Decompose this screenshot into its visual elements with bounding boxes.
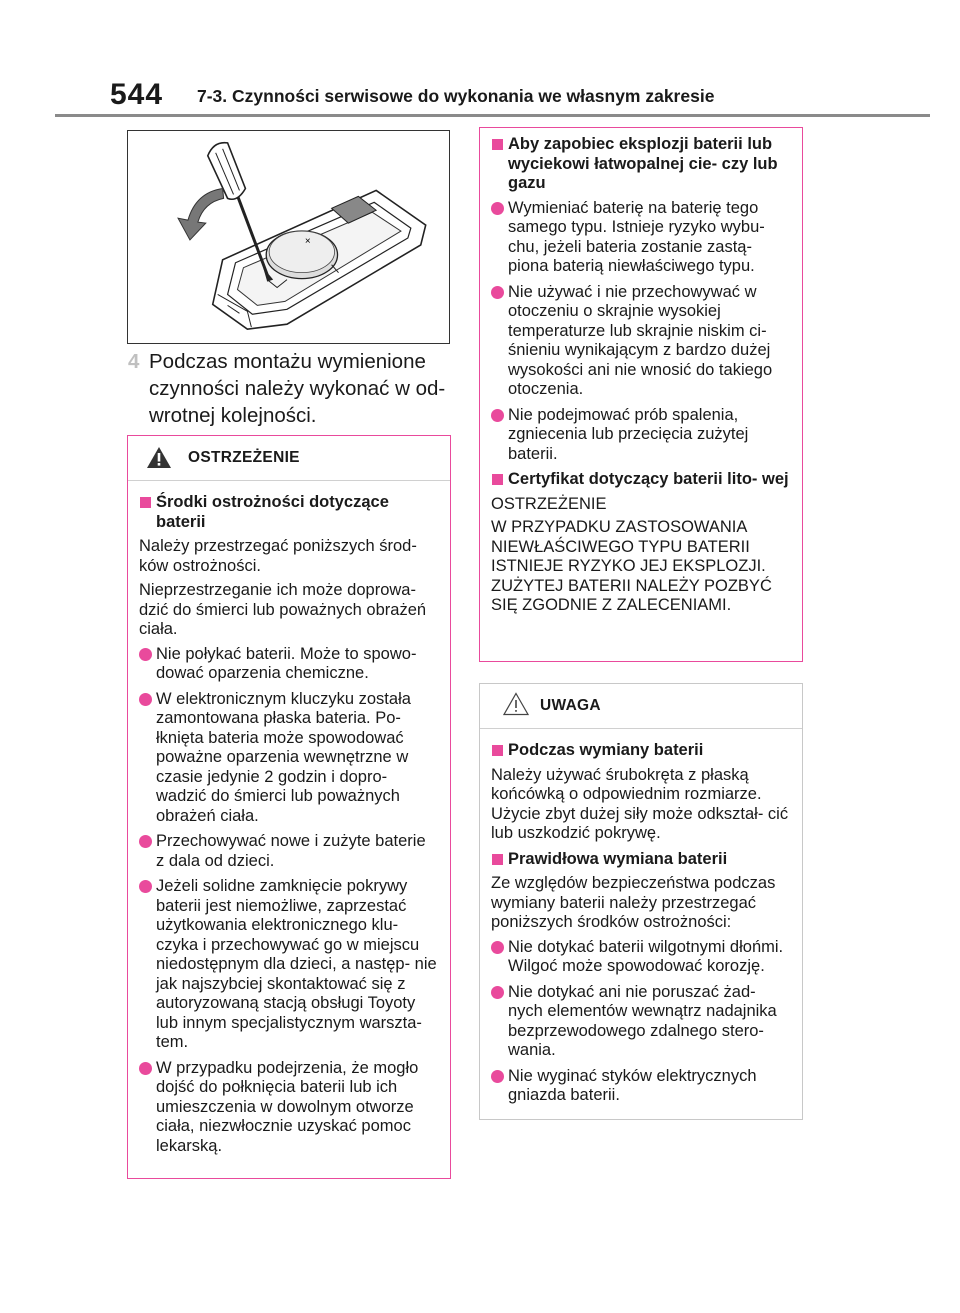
bullet-icon	[491, 1070, 504, 1083]
warning-box-continued	[479, 127, 803, 662]
paragraph: Należy używać śrubokręta z płaską końcówką o odpowiednim rozmiarze. Użycie zbyt dużej siły może odkształ- cić lub uszkodzić pokrywę.	[491, 765, 789, 842]
warning-body	[480, 128, 802, 616]
page-number: 544	[110, 78, 164, 111]
caution-triangle-icon	[503, 692, 529, 716]
bullet-text: Przechowywać nowe i zużyte baterie z dala od dzieci.	[156, 832, 426, 870]
bullet-item	[491, 938, 790, 977]
bullet-icon	[139, 835, 152, 848]
page-header	[0, 0, 960, 120]
section-heading: Certyfikat dotyczący baterii lito- wej	[491, 470, 790, 490]
svg-text:×: ×	[304, 235, 311, 247]
paragraph: Należy przestrzegać poniższych środ- ków ostrożności.	[139, 537, 417, 575]
key-battery-illustration	[127, 130, 450, 344]
bullet-text: Nie wyginać styków elektrycznych gniazda baterii.	[508, 1066, 757, 1104]
section-heading: Prawidłowa wymiana baterii	[491, 850, 790, 870]
note-body	[480, 729, 802, 1106]
certificate-line: ZUŻYTEJ BATERII NALEŻY POZBYĆ	[491, 576, 772, 595]
warning-triangle-icon	[146, 446, 172, 469]
bullet-item	[491, 199, 790, 277]
bullet-text: Jeżeli solidne zamknięcie pokrywy baterii jest niemożliwe, zaprzestać użytkowania elektronicznego klu- czyka i przechowywać go w miejscu niedostępnym dla dzieci, a następ- nie jak najszybciej skontaktować się z autoryzowaną stacją obsługi Toyoty lub innym specjalistycznym warszta- tem.	[156, 877, 437, 1051]
bullet-item	[139, 877, 438, 1053]
chapter-title: 7-3. Czynności serwisowe do wykonania we własnym zakresie	[197, 86, 715, 106]
warning-header	[128, 436, 450, 481]
screwdriver-battery-cover-illustration-icon	[128, 131, 449, 343]
certificate-line: OSTRZEŻENIE	[491, 494, 607, 513]
paragraph: Nieprzestrzeganie ich może doprowa- dzić do śmierci lub poważnych obrażeń ciała.	[139, 581, 427, 638]
note-title: UWAGA	[540, 697, 601, 714]
warning-title: OSTRZEŻENIE	[188, 449, 300, 466]
section-heading: Środki ostrożności dotyczące baterii	[139, 493, 438, 532]
bullet-icon	[491, 202, 504, 215]
note-header	[480, 684, 802, 729]
bullet-icon	[139, 1062, 152, 1075]
bullet-text: W przypadku podejrzenia, że mogło dojść do połknięcia baterii lub ich umieszczenia w dowolnym otworze ciała, niezwłocznie uzyskać pomoc lekarską.	[156, 1058, 419, 1155]
bullet-item	[139, 690, 438, 827]
step-4	[128, 348, 458, 429]
header-rule	[55, 114, 930, 117]
bullet-text: Nie dotykać baterii wilgotnymi dłońmi. Wilgoć może spowodować korozję.	[508, 937, 784, 975]
bullet-item	[491, 283, 790, 400]
bullet-text: Wymieniać baterię na baterię tego samego typu. Istnieje ryzyko wybu- chu, jeżeli bateria zostanie zastą- piona baterią niewłaściwego typu.	[508, 198, 765, 275]
warning-body	[128, 481, 450, 1156]
certificate-line: ISTNIEJE RYZYKO JEJ EKSPLOZJI.	[491, 557, 766, 575]
step-number: 4	[128, 350, 140, 373]
bullet-icon	[139, 648, 152, 661]
bullet-icon	[491, 409, 504, 422]
certificate-line: W PRZYPADKU ZASTOSOWANIA	[491, 518, 748, 536]
bullet-icon	[139, 880, 152, 893]
warning-box	[127, 435, 451, 1179]
section-heading: Aby zapobiec eksplozji baterii lub wyciekowi łatwopalnej cie- czy lub gazu	[491, 135, 790, 194]
bullet-text: Nie połykać baterii. Może to spowo- dować oparzenia chemiczne.	[156, 644, 417, 682]
bullet-icon	[491, 286, 504, 299]
bullet-item	[491, 1067, 790, 1106]
bullet-item	[491, 983, 790, 1061]
certificate-line: NIEWŁAŚCIWEGO TYPU BATERII	[491, 537, 750, 556]
bullet-item	[139, 1059, 438, 1157]
bullet-icon	[139, 693, 152, 706]
note-box	[479, 683, 803, 1120]
bullet-item	[491, 406, 790, 465]
certificate-line: SIĘ ZGODNIE Z ZALECENIAMI.	[491, 596, 732, 614]
bullet-item	[139, 645, 438, 684]
paragraph: Ze względów bezpieczeństwa podczas wymiany baterii należy przestrzegać poniższych środków ostrożności:	[491, 874, 776, 931]
bullet-icon	[491, 941, 504, 954]
step-text: Podczas montażu wymienione czynności należy wykonać w od- wrotnej kolejności.	[149, 350, 446, 427]
bullet-text: Nie podejmować prób spalenia, zgniecenia lub przecięcia zużytej baterii.	[508, 405, 749, 463]
bullet-text: Nie dotykać ani nie poruszać żad- nych elementów wewnątrz nadajnika bezprzewodowego zdalnego stero- wania.	[508, 982, 777, 1059]
bullet-text: Nie używać i nie przechowywać w otoczeniu o skrajnie wysokiej temperaturze lub skrajnie niskim ci- śnieniu wynikającym z bardzo dużej wysokości ani nie wnosić do takiego otoczenia.	[508, 282, 773, 398]
bullet-item	[139, 832, 438, 871]
bullet-text: W elektronicznym kluczyku została zamontowana płaska bateria. Po- łknięta bateria może spowodować poważne oparzenia wewnętrzne w czasie jedynie 2 godzin i dopro- wadzić do śmierci lub poważnych obrażeń ciała.	[156, 689, 411, 825]
section-heading: Podczas wymiany baterii	[491, 741, 790, 761]
bullet-icon	[491, 986, 504, 999]
